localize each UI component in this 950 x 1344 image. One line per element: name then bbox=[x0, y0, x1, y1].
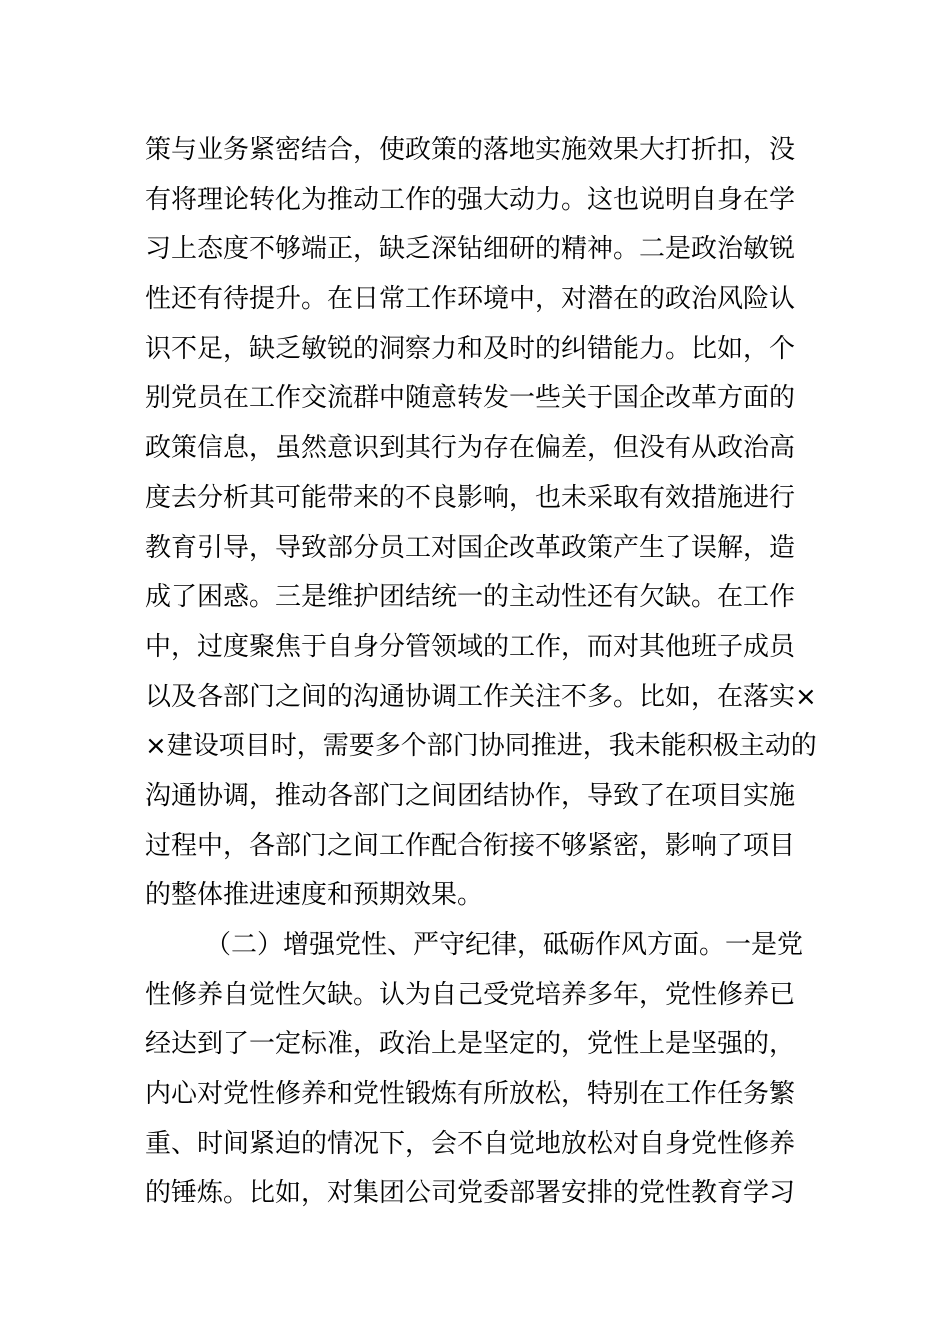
text-line: 沟通协调，推动各部门之间团结协作，导致了在项目实施 bbox=[145, 780, 796, 811]
text-line: 的锤炼。比如，对集团公司党委部署安排的党性教育学习 bbox=[145, 1178, 796, 1209]
text-line: 性还有待提升。在日常工作环境中，对潜在的政治风险认 bbox=[145, 284, 796, 315]
text-line: 识不足，缺乏敏锐的洞察力和及时的纠错能力。比如，个 bbox=[145, 333, 796, 364]
text-line: 有将理论转化为推动工作的强大动力。这也说明自身在学 bbox=[145, 184, 796, 215]
text-line: 以及各部门之间的沟通协调工作关注不多。比如，在落实× bbox=[145, 681, 817, 712]
text-line: 习上态度不够端正，缺乏深钻细研的精神。二是政治敏锐 bbox=[145, 234, 796, 265]
section-heading-line: （二）增强党性、严守纪律，砥砺作风方面。一是党 bbox=[205, 930, 804, 960]
text-line: 内心对党性修养和党性锻炼有所放松，特别在工作任务繁 bbox=[145, 1079, 796, 1110]
text-line: 政策信息，虽然意识到其行为存在偏差，但没有从政治高 bbox=[145, 433, 796, 464]
text-line: 经达到了一定标准，政治上是坚定的，党性上是坚强的， bbox=[145, 1029, 796, 1060]
text-line: 性修养自觉性欠缺。认为自己受党培养多年，党性修养已 bbox=[145, 979, 796, 1010]
text-line: 的整体推进速度和预期效果。 bbox=[145, 880, 484, 911]
text-line: 中，过度聚焦于自身分管领域的工作，而对其他班子成员 bbox=[145, 631, 796, 662]
text-line: 策与业务紧密结合，使政策的落地实施效果大打折扣，没 bbox=[145, 135, 796, 165]
text-line: 教育引导，导致部分员工对国企改革政策产生了误解，造 bbox=[145, 532, 796, 563]
text-line: 度去分析其可能带来的不良影响，也未采取有效措施进行 bbox=[145, 482, 796, 513]
document-body bbox=[145, 126, 817, 1219]
text-line: ×建设项目时，需要多个部门协同推进，我未能积极主动的 bbox=[145, 731, 817, 762]
text-line: 成了困惑。三是维护团结统一的主动性还有欠缺。在工作 bbox=[145, 582, 796, 613]
text-line: 重、时间紧迫的情况下，会不自觉地放松对自身党性修养 bbox=[145, 1128, 796, 1159]
text-line: 过程中，各部门之间工作配合衔接不够紧密，影响了项目 bbox=[145, 830, 796, 861]
text-line: 别党员在工作交流群中随意转发一些关于国企改革方面的 bbox=[145, 383, 796, 414]
